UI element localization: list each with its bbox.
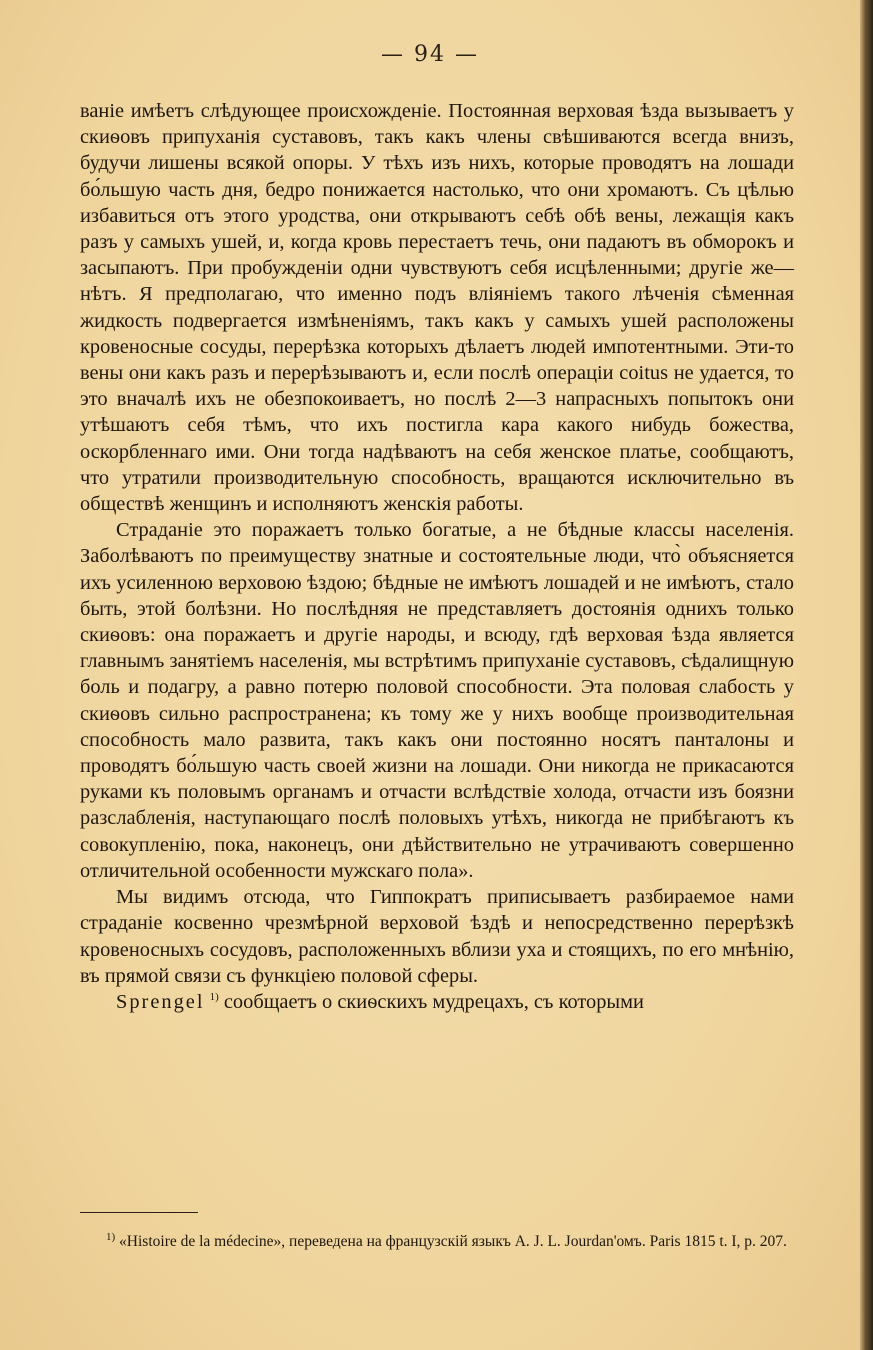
paragraph-4-text: сообщаетъ о скиѳскихъ мудрецахъ, съ которыми [223, 990, 644, 1013]
footnote-ref: 1) [209, 991, 219, 1004]
paragraph-4 [80, 989, 794, 1015]
paragraph-3: Мы видимъ отсюда, что Гиппократъ приписываетъ разбираемое нами страданіе косвенно чрезмѣрной верховой ѣздѣ и непосредственно перерѣзкѣ кровеносныхъ сосудовъ, расположенныхъ вблизи уха и стоящихъ, по его мнѣнію, въ прямой связи съ функціею половой сферы. [80, 886, 794, 987]
page-edge-shadow [860, 0, 873, 1350]
author-name: Sprengel [116, 990, 205, 1013]
paragraph-1: ваніе имѣетъ слѣдующее происхожденіе. Постоянная верховая ѣзда вызываетъ у скиѳовъ припуханія суставовъ, такъ какъ члены свѣшиваются всегда внизъ, будучи лишены всякой опоры. У тѣхъ изъ нихъ, которые проводятъ на лошади бо́льшую часть дня, бедро понижается настолько, что они хромаютъ. Съ цѣлью избавиться отъ этого уродства, они открываютъ себѣ обѣ вены, лежащія какъ разъ у самыхъ ушей, и, когда кровь перестаетъ течь, они падаютъ въ обморокъ и засыпаютъ. При пробужденіи одни чувствуютъ себя исцѣленными; другіе же—нѣтъ. Я предполагаю, что именно подъ вліяніемъ такого лѣченія сѣменная жидкость подвергается измѣненіямъ, такъ какъ у самыхъ ушей расположены кровеносные сосуды, перерѣзка которыхъ дѣлаетъ людей импотентными. Эти-то вены они какъ разъ и перерѣзываютъ и, если послѣ операціи coitus не удается, то это вначалѣ ихъ не обезпокоиваетъ, но послѣ 2—3 напрасныхъ попытокъ они утѣшаютъ себя тѣмъ, что ихъ постигла кара какого нибудь божества, оскорбленнаго ими. Они тогда надѣваютъ на себя женское платье, сообщаютъ, что утратили производительную способность, вращаются исключительно въ обществѣ женщинъ и исполняютъ женскія работы. [80, 100, 794, 516]
footnote-divider [80, 1212, 198, 1213]
paragraph-2: Страданіе это поражаетъ только богатые, а не бѣдные классы населенія. Заболѣваютъ по преимуществу знатные и состоятельные люди, что̀ объясняется ихъ усиленною верховою ѣздою; бѣдные не имѣютъ лошадей и не имѣютъ, стало быть, этой болѣзни. Но послѣдняя не представляетъ достоянія однихъ только скиѳовъ: она поражаетъ и другіе народы, и всюду, гдѣ верховая ѣзда является главнымъ занятіемъ населенія, мы встрѣтимъ припуханіе суставовъ, сѣдалищную боль и подагру, а равно потерю половой способности. Эта половая слабость у скиѳовъ сильно распространена; къ тому же у нихъ вообще производительная способность мало развита, такъ какъ они постоянно носятъ панталоны и проводятъ бо́льшую часть своей жизни на лошади. Они никогда не прикасаются руками къ половымъ органамъ и отчасти вслѣдствіе холода, отчасти изъ боязни разслабленія, наступающаго послѣ половыхъ утѣхъ, никогда не прибѣгаютъ къ совокупленію, пока, наконецъ, они дѣйствительно не утрачиваютъ совершенно отличительной особенности мужскаго пола». [80, 519, 794, 882]
footnote [80, 1232, 794, 1252]
page-number: — 94 — [381, 42, 479, 67]
body-text [80, 98, 794, 1015]
footnote-marker: 1) [106, 1230, 116, 1243]
footnote-text: «Histoire de la médecine», переведена на французскій языкъ A. J. L. Jourdan'омъ. Paris 1815 t. I, p. 207. [119, 1233, 787, 1250]
